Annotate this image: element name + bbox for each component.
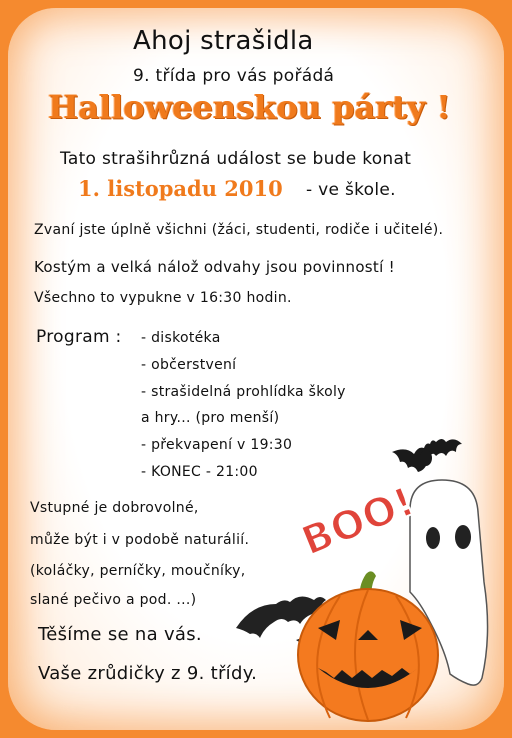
greeting: Ahoj strašidla	[133, 26, 314, 56]
program-item: a hry... (pro menší)	[141, 410, 280, 426]
costume-line: Kostým a velká nálož odvahy jsou povinností !	[34, 258, 395, 276]
program-item: - občerstvení	[141, 357, 237, 373]
start-line: Všechno to vypukne v 16:30 hodin.	[34, 290, 292, 306]
entry-line: Vstupné je dobrovolné,	[30, 500, 199, 516]
closing-line: Těšíme se na vás.	[38, 624, 202, 645]
boo-text: BOO!	[295, 478, 421, 566]
event-place: - ve škole.	[306, 180, 396, 200]
program-label: Program :	[36, 327, 122, 347]
program-item: - strašidelná prohlídka školy	[141, 384, 346, 400]
signature-line: Vaše zrůdičky z 9. třídy.	[38, 663, 258, 684]
bat-icon	[392, 439, 462, 472]
program-item: - diskotéka	[141, 330, 221, 346]
boo-sign	[295, 479, 420, 565]
program-item: - KONEC - 21:00	[141, 464, 258, 480]
event-date: 1. listopadu 2010	[78, 176, 283, 201]
event-title: Halloweenskou párty !	[48, 88, 451, 126]
entry-line: slané pečivo a pod. ...)	[30, 592, 197, 608]
entry-line: může být i v podobě naturálií.	[30, 532, 250, 548]
intro-line: Tato strašihrůzná událost se bude konat	[60, 149, 412, 169]
entry-line: (koláčky, perníčky, moučníky,	[30, 563, 246, 579]
invited-line: Zvaní jste úplně všichni (žáci, studenti, rodiče i učitelé).	[34, 222, 444, 238]
organizer-line: 9. třída pro vás pořádá	[133, 66, 335, 86]
program-item: - překvapení v 19:30	[141, 437, 293, 453]
